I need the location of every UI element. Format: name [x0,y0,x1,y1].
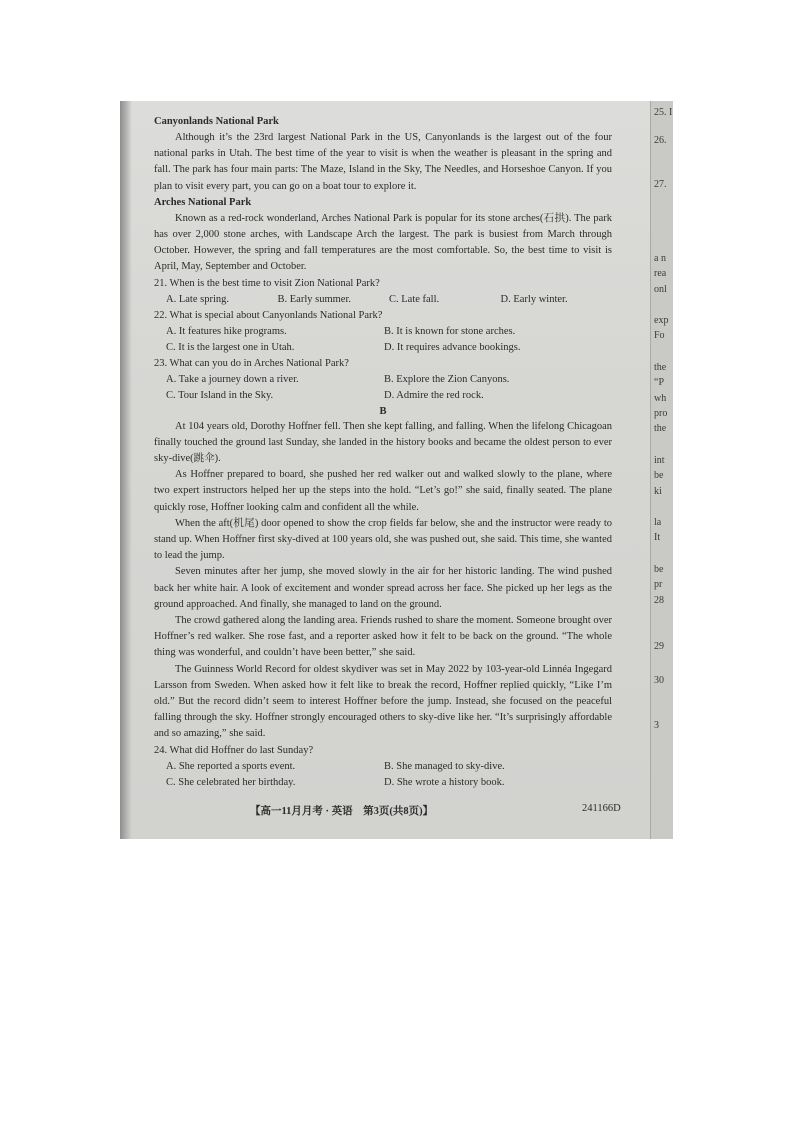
next-page-edge [650,101,673,839]
option-b: B. It is known for stone arches. [384,325,516,337]
question-23 [154,356,612,404]
scanned-exam-page [120,101,673,839]
next-page-fragment: 28 [654,595,664,606]
option-b: B. Early summer. [277,293,351,305]
option-d: D. It requires advance bookings. [384,341,521,353]
next-page-fragment: pr [654,579,663,590]
next-page-fragment: rea [654,268,667,279]
next-page-fragment: 3 [654,720,659,731]
option-d: D. Early winter. [500,293,568,305]
next-page-fragment: int [654,455,665,466]
passage-b-paragraph: The Guinness World Record for oldest skydiver was set in May 2022 by 103-year-old Linnéa Ingegard Larsson from Sweden. When asked how it felt like to break the record, Hoffner replied quickly, “Like I’m old.” But the record didn’t seem to interest Hoffner before the jump. Instead, she focused on the peaceful falling through the sky. Hoffner strongly encouraged others to sky-dive like her. “It’s surprisingly affordable and so amazing,” she said. [154,663,612,740]
option-row [154,292,612,308]
page-content [154,114,612,791]
option-c: C. Tour Island in the Sky. [166,389,274,401]
page-shadow [120,101,132,839]
option-d: D. Admire the red rock. [384,389,484,401]
next-page-fragment: be [654,564,664,575]
passage-b-paragraph: As Hoffner prepared to board, she pushed her red walker out and walked slowly to the plane, where two expert instructors helped her up the steps into the hold. “Let’s go!” she said, finally seated. The plane quickly rose, Hoffner looking calm and confident all the while. [154,469,612,513]
section-b-label: B [379,405,387,417]
next-page-fragment: a n [654,253,666,264]
option-b: B. Explore the Zion Canyons. [384,373,510,385]
canyonlands-title: Canyonlands National Park [154,116,279,127]
question-22 [154,308,612,356]
next-page-fragment: exp [654,315,669,326]
question-stem: 24. What did Hoffner do last Sunday? [154,744,314,756]
next-page-fragment: Fo [654,330,665,341]
passage-b-paragraph: At 104 years old, Dorothy Hoffner fell. Then she kept falling, and falling. When the lifelong Chicagoan finally touched the ground last Sunday, she landed in the history books and became the oldest person to ever sky-dive(跳伞). [154,420,612,465]
arches-title: Arches National Park [154,196,252,208]
footer-label: 【高一11月月考 · 英语 第3页(共8页)】 [250,806,434,817]
question-stem: 23. What can you do in Arches National Park? [154,357,349,369]
next-page-fragment: 30 [654,675,664,686]
arches-paragraph: Known as a red-rock wonderland, Arches National Park is popular for its stone arches(石拱). The park has over 2,000 stone arches, with Landscape Arch the largest. The park is busiest from March through October. However, the spring and fall temperatures are the most comfortable. So, the best time to visit is April, May, September and October. [154,212,612,273]
option-c: C. Late fall. [389,293,440,305]
next-page-fragment: be [654,470,664,481]
next-page-fragment: 25. I [654,107,673,118]
option-c: C. It is the largest one in Utah. [166,341,295,353]
next-page-fragment: the [654,423,667,434]
option-a: A. She reported a sports event. [166,760,296,772]
next-page-fragment: pro [654,408,668,419]
next-page-fragment: “P [654,377,664,388]
next-page-fragment: la [654,517,662,528]
question-stem: 21. When is the best time to visit Zion National Park? [154,277,380,289]
option-a: A. Late spring. [166,293,229,305]
next-page-fragment: ki [654,486,662,497]
option-c: C. She celebrated her birthday. [166,776,296,788]
passage-b-paragraph: The crowd gathered along the landing area. Friends rushed to share the moment. Someone brought over Hoffner’s red walker. She rose fast, and a reporter asked how it felt to be back on the ground. “The whole thing was wonderful, and couldn’t have been better,” she said. [154,615,612,659]
option-a: A. It features hike programs. [166,325,287,337]
option-d: D. She wrote a history book. [384,776,505,788]
passage-b-paragraph: Seven minutes after her jump, she moved slowly in the air for her historic landing. The wind pushed back her white hair. A look of excitement and wonder spread across her face. She picked up her legs as the ground approached. And finally, she managed to land on the ground. [154,566,612,610]
footer-code: 241166D [582,803,621,814]
next-page-fragment: 26. [654,135,667,146]
question-stem: 22. What is special about Canyonlands National Park? [154,309,383,321]
question-21 [154,276,612,308]
next-page-fragment: the [654,362,667,373]
passage-b-paragraph: When the aft(机尾) door opened to show the crop fields far below, she and the instructor were ready to stand up. When Hoffner first sky-dived at 100 years old, she was pushed out, she said. This time, she wanted to lead the jump. [154,517,612,562]
page-footer [250,803,650,818]
next-page-fragment: It [654,532,661,543]
option-grid [154,759,612,791]
next-page-fragment: 29 [654,641,664,652]
option-a: A. Take a journey down a river. [166,373,299,385]
next-page-fragment: 27. [654,179,667,190]
option-grid [154,372,612,404]
option-b: B. She managed to sky-dive. [384,760,505,772]
next-page-fragment: onl [654,284,667,295]
option-grid [154,324,612,356]
canyonlands-paragraph: Although it’s the 23rd largest National Park in the US, Canyonlands is the largest out of the four national parks in Utah. The best time of the year to visit is when the weather is pleasant in the spring and fall. The park has four main parts: The Maze, Island in the Sky, The Needles, and Horseshoe Canyon. If you plan to visit every part, you can go on a boat tour to explore it. [154,132,612,192]
question-24 [154,743,612,791]
next-page-fragment: wh [654,393,667,404]
